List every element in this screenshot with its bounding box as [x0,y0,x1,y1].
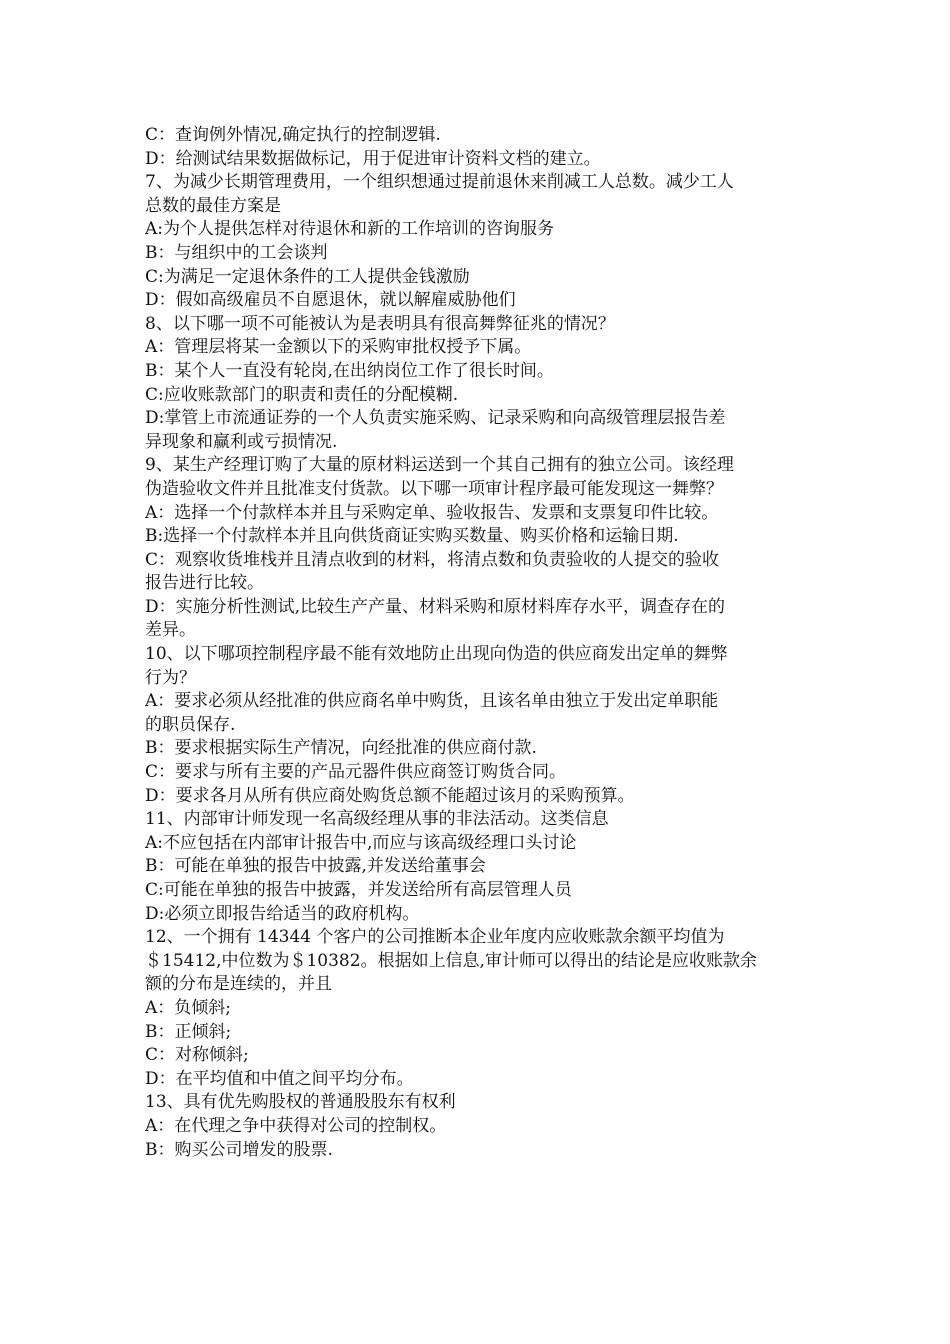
question-11-option-a: A:不应包括在内部审计报告中,而应与该高级经理口头讨论 [145,832,577,853]
question-7-stem: 总数的最佳方案是 [145,195,281,216]
question-9-stem: 伪造验收文件并且批准支付货款。以下哪一项审计程序最可能发现这一舞弊？ [145,478,723,499]
text-line: D：给测试结果数据做标记，用于促进审计资料文档的建立。 [145,148,601,169]
question-10-stem: 行为？ [145,667,196,688]
question-10-option-c: C：要求与所有主要的产品元器件供应商签订购货合同。 [145,762,567,783]
question-13-option-b: B：购买公司增发的股票. [145,1139,333,1160]
question-13-option-a: A：在代理之争中获得对公司的控制权。 [145,1115,447,1136]
question-8-option-d: 异现象和赢利或亏损情况. [145,431,338,452]
question-12-option-a: A：负倾斜; [145,997,232,1018]
question-10-option-a: A：要求必须从经批准的供应商名单中购货，且该名单由独立于发出定单职能 [145,691,719,712]
question-11-stem: 11、内部审计师发现一名高级经理从事的非法活动。这类信息 [145,809,609,830]
question-10-stem: 10、以下哪项控制程序最不能有效地防止出现向伪造的供应商发出定单的舞弊 [145,644,728,665]
question-9-option-d: D：实施分析性测试,比较生产产量、材料采购和原材料库存水平，调查存在的 [145,596,726,617]
question-7-option-c: C:为满足一定退休条件的工人提供金钱激励 [145,266,470,287]
question-12-stem: 12、一个拥有 14344 个客户的公司推断本企业年度内应收账款余额平均值为 [145,927,725,948]
question-11-option-c: C:可能在单独的报告中披露，并发送给所有高层管理人员 [145,880,572,900]
question-7-option-b: B：与组织中的工会谈判 [145,242,328,263]
text-line: C：查询例外情况,确定执行的控制逻辑. [145,125,441,145]
question-8-option-d: D:掌管上市流通证券的一个人负责实施采购、记录采购和向高级管理层报告差 [145,408,726,429]
question-7-option-d: D：假如高级雇员不自愿退休，就以解雇威胁他们 [145,290,516,311]
question-9-option-c: C：观察收货堆栈并且清点收到的材料，将清点数和负责验收的人提交的验收 [145,549,720,570]
question-10-option-b: B：要求根据实际生产情况，向经批准的供应商付款. [145,738,537,759]
question-9-option-d: 差异。 [145,620,196,641]
question-10-option-a: 的职员保存. [145,714,236,735]
question-8-option-b: B：某个人一直没有轮岗,在出纳岗位工作了很长时间。 [145,360,554,381]
question-12-option-b: B：正倾斜; [145,1021,232,1042]
question-9-option-b: B:选择一个付款样本并且向供货商证实购买数量、购买价格和运输日期. [145,526,679,547]
question-8-option-c: C:应收账款部门的职责和责任的分配模糊. [145,384,459,405]
question-9-stem: 9、某生产经理订购了大量的原材料运送到一个其自己拥有的独立公司。该经理 [145,455,734,476]
question-11-option-b: B：可能在单独的报告中披露,并发送给董事会 [145,856,486,877]
question-9-option-c: 报告进行比较。 [145,573,264,594]
question-12-stem: ＄15412,中位数为＄10382。根据如上信息,审计师可以得出的结论是应收账款余 [145,950,757,971]
question-11-option-d: D:必须立即报告给适当的政府机构。 [145,903,420,924]
question-7-stem: 7、为减少长期管理费用，一个组织想通过提前退休来削减工人总数。减少工人 [145,172,734,193]
question-13-stem: 13、具有优先购股权的普通股股东有权利 [145,1092,456,1113]
question-12-option-c: C：对称倾斜; [145,1045,249,1066]
question-7-option-a: A:为个人提供怎样对待退休和新的工作培训的咨询服务 [145,219,555,240]
question-9-option-a: A：选择一个付款样本并且与采购定单、验收报告、发票和支票复印件比较。 [145,502,719,523]
document-body [145,124,810,1162]
question-12-option-d: D：在平均值和中值之间平均分布。 [145,1068,414,1089]
question-12-stem: 额的分布是连续的，并且 [145,974,332,995]
question-8-stem: 8、以下哪一项不可能被认为是表明具有很高舞弊征兆的情况？ [145,313,615,334]
question-8-option-a: A：管理层将某一金额以下的采购审批权授予下属。 [145,337,532,358]
question-10-option-d: D：要求各月从所有供应商处购货总额不能超过该月的采购预算。 [145,785,635,806]
